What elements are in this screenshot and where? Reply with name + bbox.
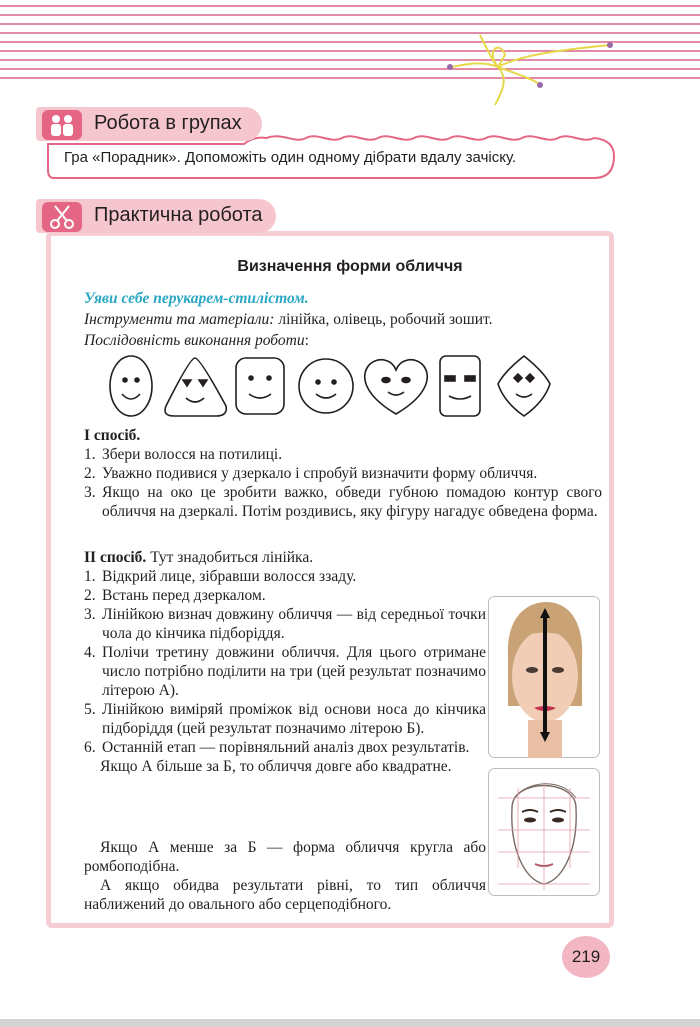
group-people-icon [42, 110, 82, 140]
conclusion-1: Якщо А більше за Б, то обличчя довге або квадратне. [100, 758, 452, 775]
item-number: 6. [84, 739, 96, 756]
item-number: 3. [84, 484, 96, 501]
method2-title: ІІ спосіб. [84, 549, 147, 566]
intro-cyan-text: Уяви себе перукарем-стилістом. [84, 290, 309, 307]
practical-heading: Визначення форми обличчя [237, 258, 463, 275]
heart-face-icon [365, 360, 428, 414]
item-text: Встань перед дзеркалом. [102, 587, 266, 604]
group-work-text: Гра «Порадник». Допоможіть один одному дібрати вдалу зачіску. [64, 149, 517, 166]
method2-title-rest: Тут знадобиться лінійка. [146, 549, 314, 566]
item-number: 2. [84, 587, 96, 604]
item-number: 1. [84, 568, 96, 585]
sequence-colon: : [304, 332, 309, 349]
group-work-title: Робота в групах [94, 112, 242, 134]
list-item [84, 700, 486, 738]
practical-intro [84, 288, 493, 351]
item-number: 4. [84, 644, 96, 661]
item-number: 2. [84, 465, 96, 482]
triangle-face-icon [165, 358, 226, 416]
item-text: Уважно подивися у дзеркало і спробуй визначити форму обличчя. [102, 465, 538, 482]
item-text: Полічи третину довжини обличчя. Для цього отримане число потрібно поділити на три (цей результат позначимо літерою А). [102, 644, 486, 699]
diamond-face-icon [498, 356, 550, 416]
conclusions-section [84, 838, 486, 914]
ribbon-bow-decoration [440, 25, 620, 110]
item-number: 1. [84, 446, 96, 463]
item-text: Збери волосся на потилиці. [102, 446, 283, 463]
practical-work-tab [36, 199, 276, 233]
list-item [84, 586, 486, 605]
tools-text: лінійка, олівець, робочий зошит. [274, 311, 493, 328]
scissors-icon [42, 202, 82, 232]
list-item [84, 738, 486, 757]
list-item [84, 643, 486, 700]
tools-label: Інструменти та матеріали: [84, 311, 275, 328]
item-number: 3. [84, 606, 96, 623]
method1-title: І спосіб. [84, 427, 141, 444]
conclusion-2: Якщо А менше за Б — форма обличчя кругла або ромбоподібна. [84, 839, 486, 875]
practical-work-title: Практична робота [94, 204, 263, 226]
item-text: Якщо на око це зробити важко, обведи губною помадою контур свого обличчя на дзеркалі. Потім роздивись, яку фігуру нагадує обведена форма. [102, 484, 602, 520]
page-number: 219 [562, 936, 610, 978]
round-face-icon [299, 359, 353, 413]
face-proportion-drawing [488, 768, 600, 896]
rectangle-face-icon [440, 356, 480, 416]
item-text: Відкрий лице, зібравши волосся ззаду. [102, 568, 357, 585]
method2-header [84, 548, 602, 586]
conclusion-3: А якщо обидва результати рівні, то тип обличчя наближений до овального або серцеподібного. [84, 877, 486, 913]
sequence-label: Послідовність виконання роботи [84, 332, 305, 349]
method1-section [84, 426, 602, 521]
method2-section [84, 586, 486, 776]
square-face-icon [236, 358, 284, 414]
group-work-tab [36, 107, 262, 141]
face-shapes-row [104, 354, 560, 418]
list-item [84, 567, 602, 586]
item-text: Останній етап — порівняльний аналіз двох результатів. [102, 739, 470, 756]
list-item [84, 605, 486, 643]
face-photo-illustration [488, 596, 600, 758]
list-item [84, 464, 602, 483]
oval-face-icon [110, 356, 152, 416]
list-item [84, 483, 602, 521]
list-item [84, 445, 602, 464]
item-number: 5. [84, 701, 96, 718]
item-text: Лінійкою виміряй проміжок від основи носа до кінчика підборіддя (цей результат позначимо літерою Б). [102, 701, 486, 737]
bottom-bar [0, 1019, 700, 1027]
item-text: Лінійкою визнач довжину обличчя — від середньої точки чола до кінчика підборіддя. [102, 606, 486, 642]
